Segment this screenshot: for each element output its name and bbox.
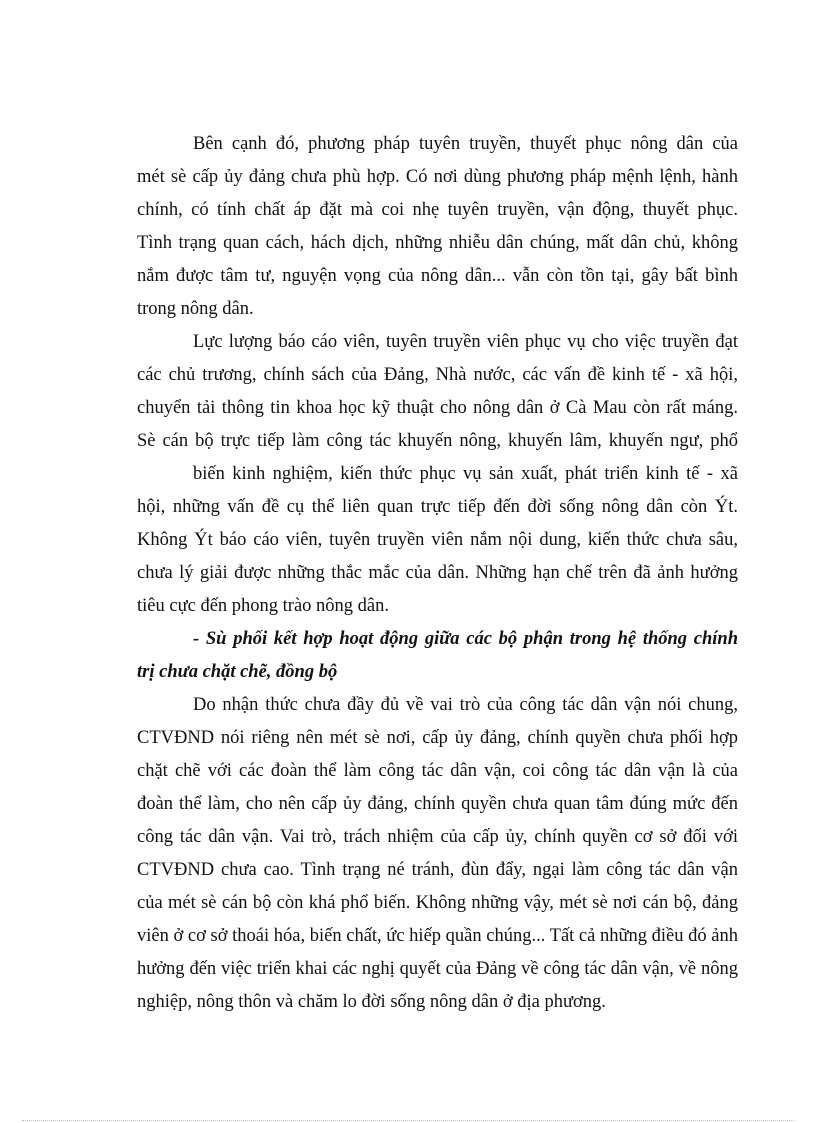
- paragraph-2-line-4: Sè cán bộ trực tiếp làm công tác khuyến nông, khuyến lâm, khuyến ngư, phổ: [137, 431, 738, 451]
- paragraph-2-line-7: Không Ýt báo cáo viên, tuyên truyền viên nắm nội dung, kiến thức chưa sâu,: [137, 530, 738, 550]
- section-heading-line-2: trị chưa chặt chẽ, đồng bộ: [137, 662, 338, 682]
- paragraph-2-line-6: hội, những vấn đề cụ thể liên quan trực tiếp đến đời sống nông dân còn Ýt.: [137, 497, 738, 517]
- paragraph-2-line-3: chuyển tải thông tin khoa học kỹ thuật cho nông dân ở Cà Mau còn rất máng.: [137, 398, 738, 418]
- paragraph-1-line-5: nắm được tâm tư, nguyện vọng của nông dân... vẫn còn tồn tại, gây bất bình: [137, 266, 738, 286]
- page-bottom-rule: [22, 1120, 794, 1121]
- paragraph-2-line-1: Lực lượng báo cáo viên, tuyên truyền viên phục vụ cho việc truyền đạt: [193, 332, 738, 352]
- paragraph-3-line-8: viên ở cơ sở thoái hóa, biến chất, ức hiếp quần chúng... Tất cả những điều đó ảnh: [137, 926, 738, 946]
- paragraph-3-line-6: CTVĐND chưa cao. Tình trạng né tránh, đùn đẩy, ngại làm công tác dân vận: [137, 860, 738, 880]
- paragraph-2-line-9: tiêu cực đến phong trào nông dân.: [137, 596, 389, 616]
- paragraph-3-line-1: Do nhận thức chưa đầy đủ về vai trò của công tác dân vận nói chung,: [193, 695, 738, 715]
- paragraph-2-line-8: chưa lý giải được những thắc mắc của dân. Những hạn chế trên đã ảnh hưởng: [137, 563, 738, 583]
- paragraph-1-line-2: mét sè cấp ủy đảng chưa phù hợp. Có nơi dùng phương pháp mệnh lệnh, hành: [137, 167, 738, 187]
- paragraph-3-line-5: công tác dân vận. Vai trò, trách nhiệm của cấp ủy, chính quyền cơ sở đối với: [137, 827, 738, 847]
- paragraph-3-line-2: CTVĐND nói riêng nên mét sè nơi, cấp ủy đảng, chính quyền chưa phối hợp: [137, 728, 738, 748]
- paragraph-3-line-7: của mét sè cán bộ còn khá phổ biến. Không những vậy, mét sè nơi cán bộ, đảng: [137, 893, 738, 913]
- paragraph-1-line-6: trong nông dân.: [137, 299, 254, 319]
- paragraph-1-line-4: Tình trạng quan cách, hách dịch, những nhiễu dân chúng, mất dân chủ, không: [137, 233, 738, 253]
- paragraph-2-line-2: các chủ trương, chính sách của Đảng, Nhà nước, các vấn đề kinh tế - xã hội,: [137, 365, 738, 385]
- paragraph-2-line-5: biến kinh nghiệm, kiến thức phục vụ sản xuất, phát triển kinh tế - xã: [193, 464, 738, 484]
- paragraph-3-line-9: hưởng đến việc triển khai các nghị quyết của Đảng về công tác dân vận, về nông: [137, 959, 738, 979]
- paragraph-3-line-3: chặt chẽ với các đoàn thể làm công tác dân vận, coi công tác dân vận là của: [137, 761, 738, 781]
- section-heading-line-1: - Sù phối kết hợp hoạt động giữa các bộ phận trong hệ thống chính: [193, 629, 738, 649]
- paragraph-1-line-1: Bên cạnh đó, phương pháp tuyên truyền, thuyết phục nông dân của: [193, 134, 738, 154]
- paragraph-1-line-3: chính, có tính chất áp đặt mà coi nhẹ tuyên truyền, vận động, thuyết phục.: [137, 200, 738, 220]
- paragraph-3-line-10: nghiệp, nông thôn và chăm lo đời sống nông dân ở địa phương.: [137, 992, 606, 1012]
- paragraph-3-line-4: đoàn thể làm, cho nên cấp ủy đảng, chính quyền chưa quan tâm đúng mức đến: [137, 794, 738, 814]
